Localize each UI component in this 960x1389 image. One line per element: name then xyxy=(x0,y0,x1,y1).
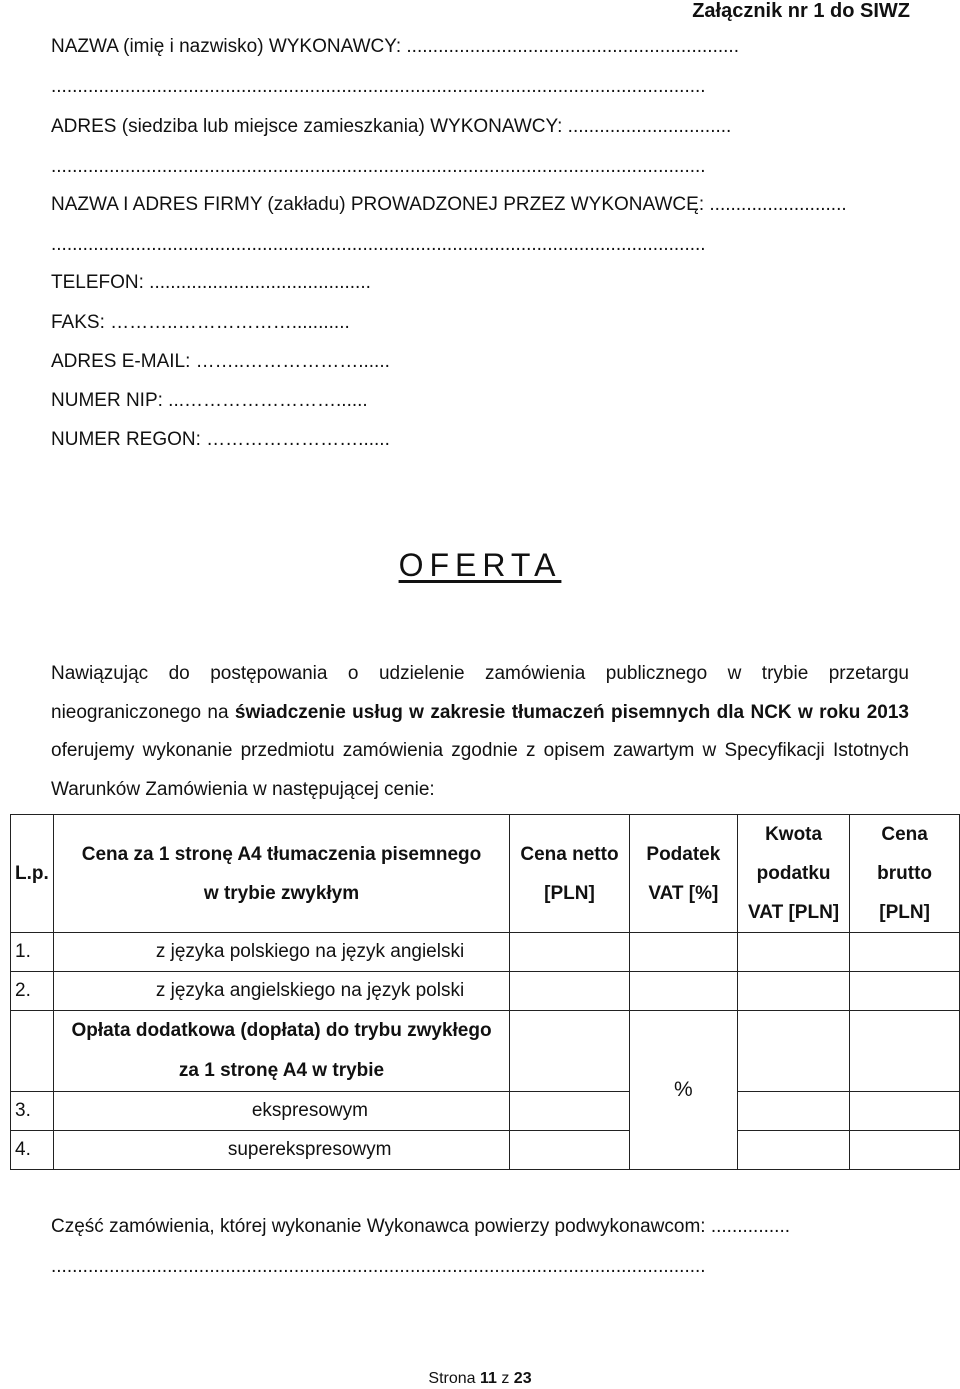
net-price-cell[interactable] xyxy=(510,1131,630,1170)
intro-paragraph xyxy=(51,655,909,809)
footer-page-total: 23 xyxy=(513,1370,532,1387)
contractor-address-field: ADRES (siedziba lub miejsce zamieszkania) WYKONAWCY: ............................... xyxy=(51,116,732,137)
contractor-name-field: NAZWA (imię i nazwisko) WYKONAWCY: ............................................................... xyxy=(51,36,739,57)
surcharge-vat-percent: % xyxy=(629,1011,737,1170)
row-number: 1. xyxy=(11,933,54,972)
table-row xyxy=(11,1092,960,1131)
row-number: 3. xyxy=(11,1092,54,1131)
company-name-address-field: NAZWA I ADRES FIRMY (zakładu) PROWADZONEJ PRZEZ WYKONAWCĘ: .......................... xyxy=(51,194,847,215)
row-description: z języka polskiego na język angielski xyxy=(53,933,509,972)
phone-field: TELEFON: .......................................... xyxy=(51,272,371,293)
nip-field: NUMER NIP: ...……………………...... xyxy=(51,390,368,411)
header-br-line3: [PLN] xyxy=(879,902,930,923)
intro-subject: świadczenie usług w zakresie tłumaczeń pisemnych dla NCK w roku 2013 xyxy=(234,701,909,723)
intro-text-end: oferujemy wykonanie przedmiotu zamówienia zgodnie z opisem zawartym w Specyfikacji Istotnych Warunków Zamówienia w następującej cenie: xyxy=(51,740,909,800)
email-field: ADRES E-MAIL: ……..………………...... xyxy=(51,351,390,372)
row-number: 2. xyxy=(11,972,54,1011)
table-row xyxy=(11,972,960,1011)
vat-amount-cell[interactable] xyxy=(737,1092,849,1131)
header-vat-line1: Podatek xyxy=(646,843,721,865)
subcontract-field: Część zamówienia, której wykonanie Wykonawca powierzy podwykonawcom: ............... xyxy=(51,1216,791,1237)
header-br-line2: brutto xyxy=(877,863,933,884)
surcharge-line1: Opłata dodatkowa (dopłata) do trybu zwykłego xyxy=(71,1020,492,1041)
net-price-cell[interactable] xyxy=(510,1092,630,1131)
net-price-cell[interactable] xyxy=(510,933,630,972)
gross-price-cell[interactable] xyxy=(850,1131,960,1170)
table-row xyxy=(11,1131,960,1170)
surcharge-net-cell xyxy=(510,1011,630,1092)
gross-price-cell[interactable] xyxy=(850,933,960,972)
vat-cell[interactable] xyxy=(629,933,737,972)
header-lp: L.p. xyxy=(11,815,54,933)
gross-price-cell[interactable] xyxy=(850,1092,960,1131)
price-table xyxy=(10,814,960,1170)
vat-amount-cell[interactable] xyxy=(737,933,849,972)
subcontract-continuation: ............................................................................................................................ xyxy=(51,1256,706,1277)
fax-field: FAKS: ………..………………........... xyxy=(51,312,350,333)
header-vat xyxy=(629,815,737,933)
header-vat-line2: VAT [%] xyxy=(648,882,719,904)
table-header-row xyxy=(11,815,960,933)
header-kw-line1: Kwota xyxy=(765,824,823,845)
intro-text-start: Nawiązując do postępowania o udzielenie zamówienia publicznego w trybie przetargu nieograniczonego na xyxy=(51,663,909,723)
surcharge-line2: za 1 stronę A4 w trybie xyxy=(178,1060,385,1081)
vat-cell[interactable] xyxy=(629,972,737,1011)
annex-label: Załącznik nr 1 do SIWZ xyxy=(692,0,910,22)
footer-prefix: Strona xyxy=(428,1370,480,1387)
header-net-line2: [PLN] xyxy=(544,882,595,904)
surcharge-vat-amount-cell xyxy=(737,1011,849,1092)
row-number: 4. xyxy=(11,1131,54,1170)
header-description xyxy=(53,815,509,933)
row-description: superekspresowym xyxy=(53,1131,509,1170)
net-price-cell[interactable] xyxy=(510,972,630,1011)
surcharge-gross-cell xyxy=(850,1011,960,1092)
row-description: ekspresowym xyxy=(53,1092,509,1131)
page-footer xyxy=(0,1370,960,1388)
header-vat-amount xyxy=(737,815,849,933)
header-description-line1: Cena za 1 stronę A4 tłumaczenia pisemnego xyxy=(81,843,482,865)
header-description-line2: w trybie zwykłym xyxy=(203,882,360,904)
regon-field: NUMER REGON: ……………………...... xyxy=(51,429,390,450)
footer-page-number: 11 xyxy=(479,1370,497,1387)
header-br-line1: Cena xyxy=(881,824,928,845)
header-net-price xyxy=(510,815,630,933)
row-description: z języka angielskiego na język polski xyxy=(53,972,509,1011)
offer-title: OFERTA xyxy=(398,547,562,583)
header-kw-line3: VAT [PLN] xyxy=(748,902,840,923)
table-row xyxy=(11,933,960,972)
header-net-line1: Cena netto xyxy=(520,843,619,865)
contractor-address-continuation: ............................................................................................................................ xyxy=(51,156,706,177)
surcharge-row xyxy=(11,1011,960,1092)
surcharge-number-cell xyxy=(11,1011,54,1092)
vat-amount-cell[interactable] xyxy=(737,1131,849,1170)
header-kw-line2: podatku xyxy=(756,863,831,884)
footer-mid: z xyxy=(496,1370,514,1387)
header-gross-price xyxy=(850,815,960,933)
contractor-name-continuation: ............................................................................................................................ xyxy=(51,76,706,97)
company-name-address-continuation: ............................................................................................................................ xyxy=(51,234,706,255)
surcharge-description xyxy=(53,1011,509,1092)
vat-amount-cell[interactable] xyxy=(737,972,849,1011)
gross-price-cell[interactable] xyxy=(850,972,960,1011)
